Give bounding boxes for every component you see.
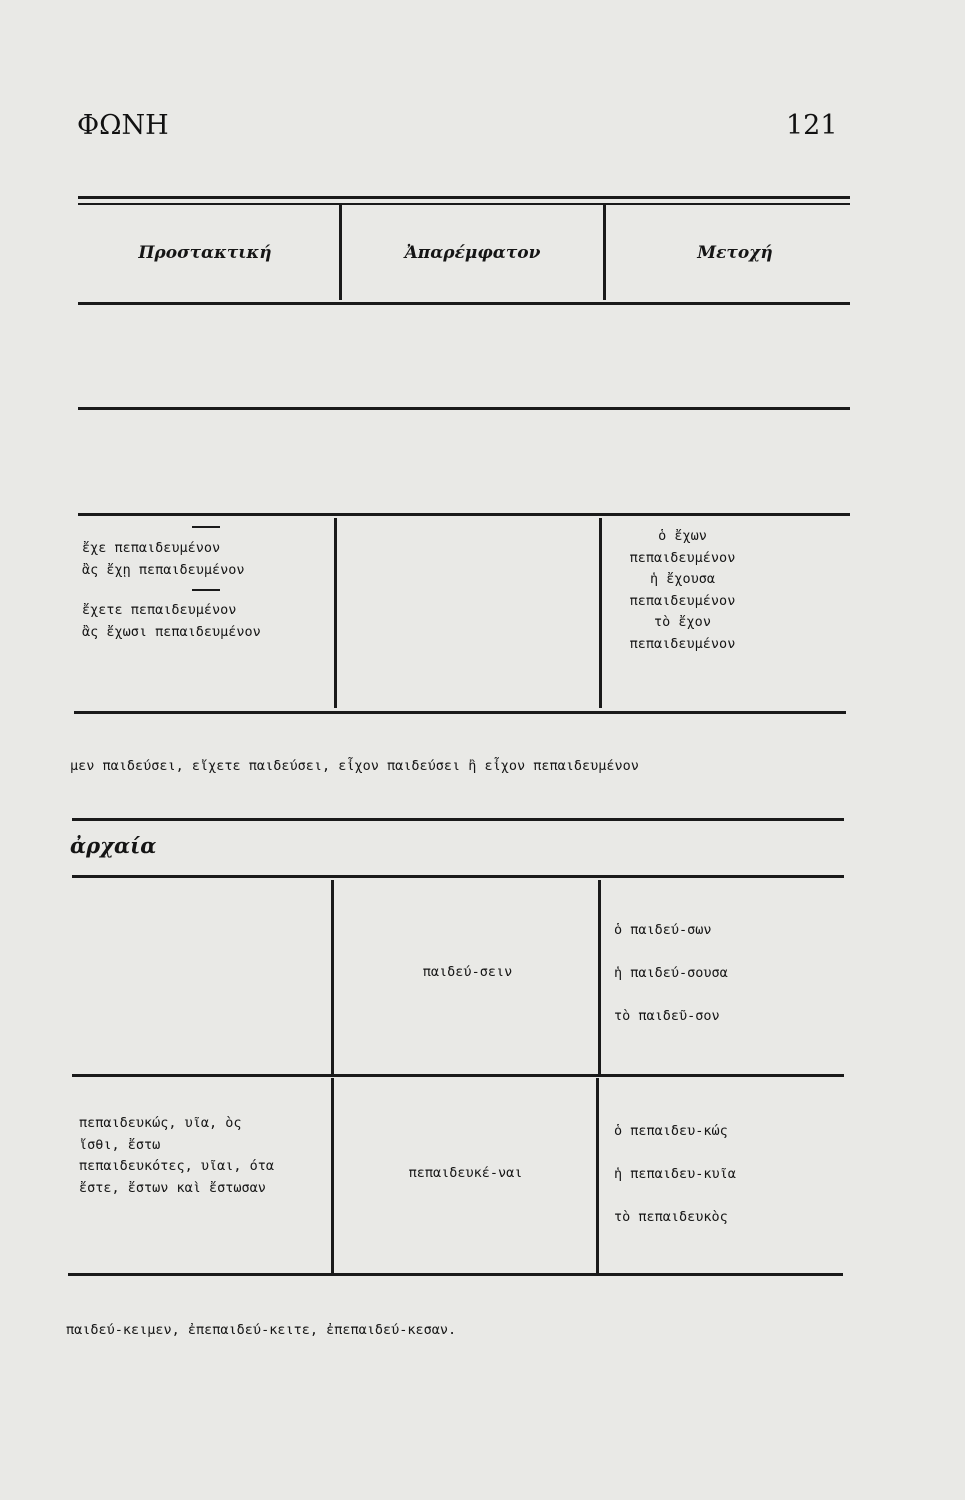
imperative-line: ἔχετε πεπαιδευμένον [82,602,237,618]
imperative-line: ἔχε πεπαιδευμένον [82,540,221,556]
participle-line: τὸ πεπαιδευκὸς [614,1209,728,1225]
participle-line: ὁ παιδεύ-σων [614,922,712,938]
ancient-divider-2 [598,880,601,1075]
future-participle-cell [614,909,728,1038]
row-rule-3 [74,711,846,714]
ancient-divider-4 [596,1078,599,1273]
row-divider-2 [599,518,602,708]
ancient-top-rule [72,875,844,878]
table-top-rule-2 [78,203,850,205]
section-rule [72,818,844,821]
ancient-label: ἀρχαία [70,833,157,858]
participle-line: πεπαιδευμένον [629,635,736,652]
perfect-participle-cell [614,1110,736,1239]
participle-line: ὁ ἔχων [658,528,707,544]
ancient-bottom-rule [68,1273,843,1276]
col-header-imperative: Προστακτική [138,243,272,263]
participle-line: ἡ ἔχουσα [649,571,716,587]
participle-cell [605,526,760,655]
participle-line: πεπαιδευμένον [629,549,736,566]
imperative-line: ἴσθι, ἔστω [79,1136,161,1153]
dash-mark [192,526,220,528]
imperative-line: πεπαιδευκότες, υῖαι, ότα [79,1158,275,1174]
ancient-mid-rule [72,1074,844,1077]
page-number: 121 [786,110,838,141]
header-divider-1 [339,205,342,300]
row-rule-1 [78,407,850,410]
table-top-rule [78,196,850,199]
dash-mark [192,589,220,591]
footer-note: παιδεύ-κειμεν, ἐπεπαιδεύ-κειτε, ἐπεπαιδεύ-κεσαν. [66,1322,457,1338]
participle-line: ὁ πεπαιδευ-κώς [614,1123,728,1139]
header-divider-2 [603,205,606,300]
imperative-line: ἂς ἔχῃ πεπαιδευμένον [82,561,245,578]
ancient-divider-3 [331,1078,334,1273]
participle-line: τὸ ἔχον [654,614,711,630]
participle-line: ἡ πεπαιδευ-κυῖα [614,1166,736,1182]
col-header-participle: Μετοχή [697,243,773,263]
pluperfect-note: μεν παιδεύσει, εἴχετε παιδεύσει, εἶχον παιδεύσει ἢ εἶχον πεπαιδευμένον [70,758,639,774]
imperative-line: πεπαιδευκώς, υῖα, ὸς [79,1115,242,1131]
imperative-cell [82,517,261,643]
participle-line: πεπαιδευμένον [629,592,736,609]
future-infinitive: παιδεύ-σειν [422,964,513,980]
ancient-divider-1 [331,880,334,1075]
perfect-infinitive: πεπαιδευκέ-ναι [408,1165,523,1181]
imperative-line: ἔστε, ἔστων καὶ ἔστωσαν [79,1179,266,1196]
imperative-line: ἂς ἔχωσι πεπαιδευμένον [82,623,261,640]
running-head-title: ΦΩΝΗ [77,110,169,141]
col-header-infinitive: Ἀπαρέμφατον [404,243,541,263]
participle-line: τὸ παιδεῦ-σον [614,1008,720,1024]
perfect-imperative-cell [79,1113,274,1199]
participle-line: ἡ παιδεύ-σουσα [614,965,728,981]
row-rule-2 [78,513,850,516]
header-bottom-rule [78,302,850,305]
row-divider-1 [334,518,337,708]
